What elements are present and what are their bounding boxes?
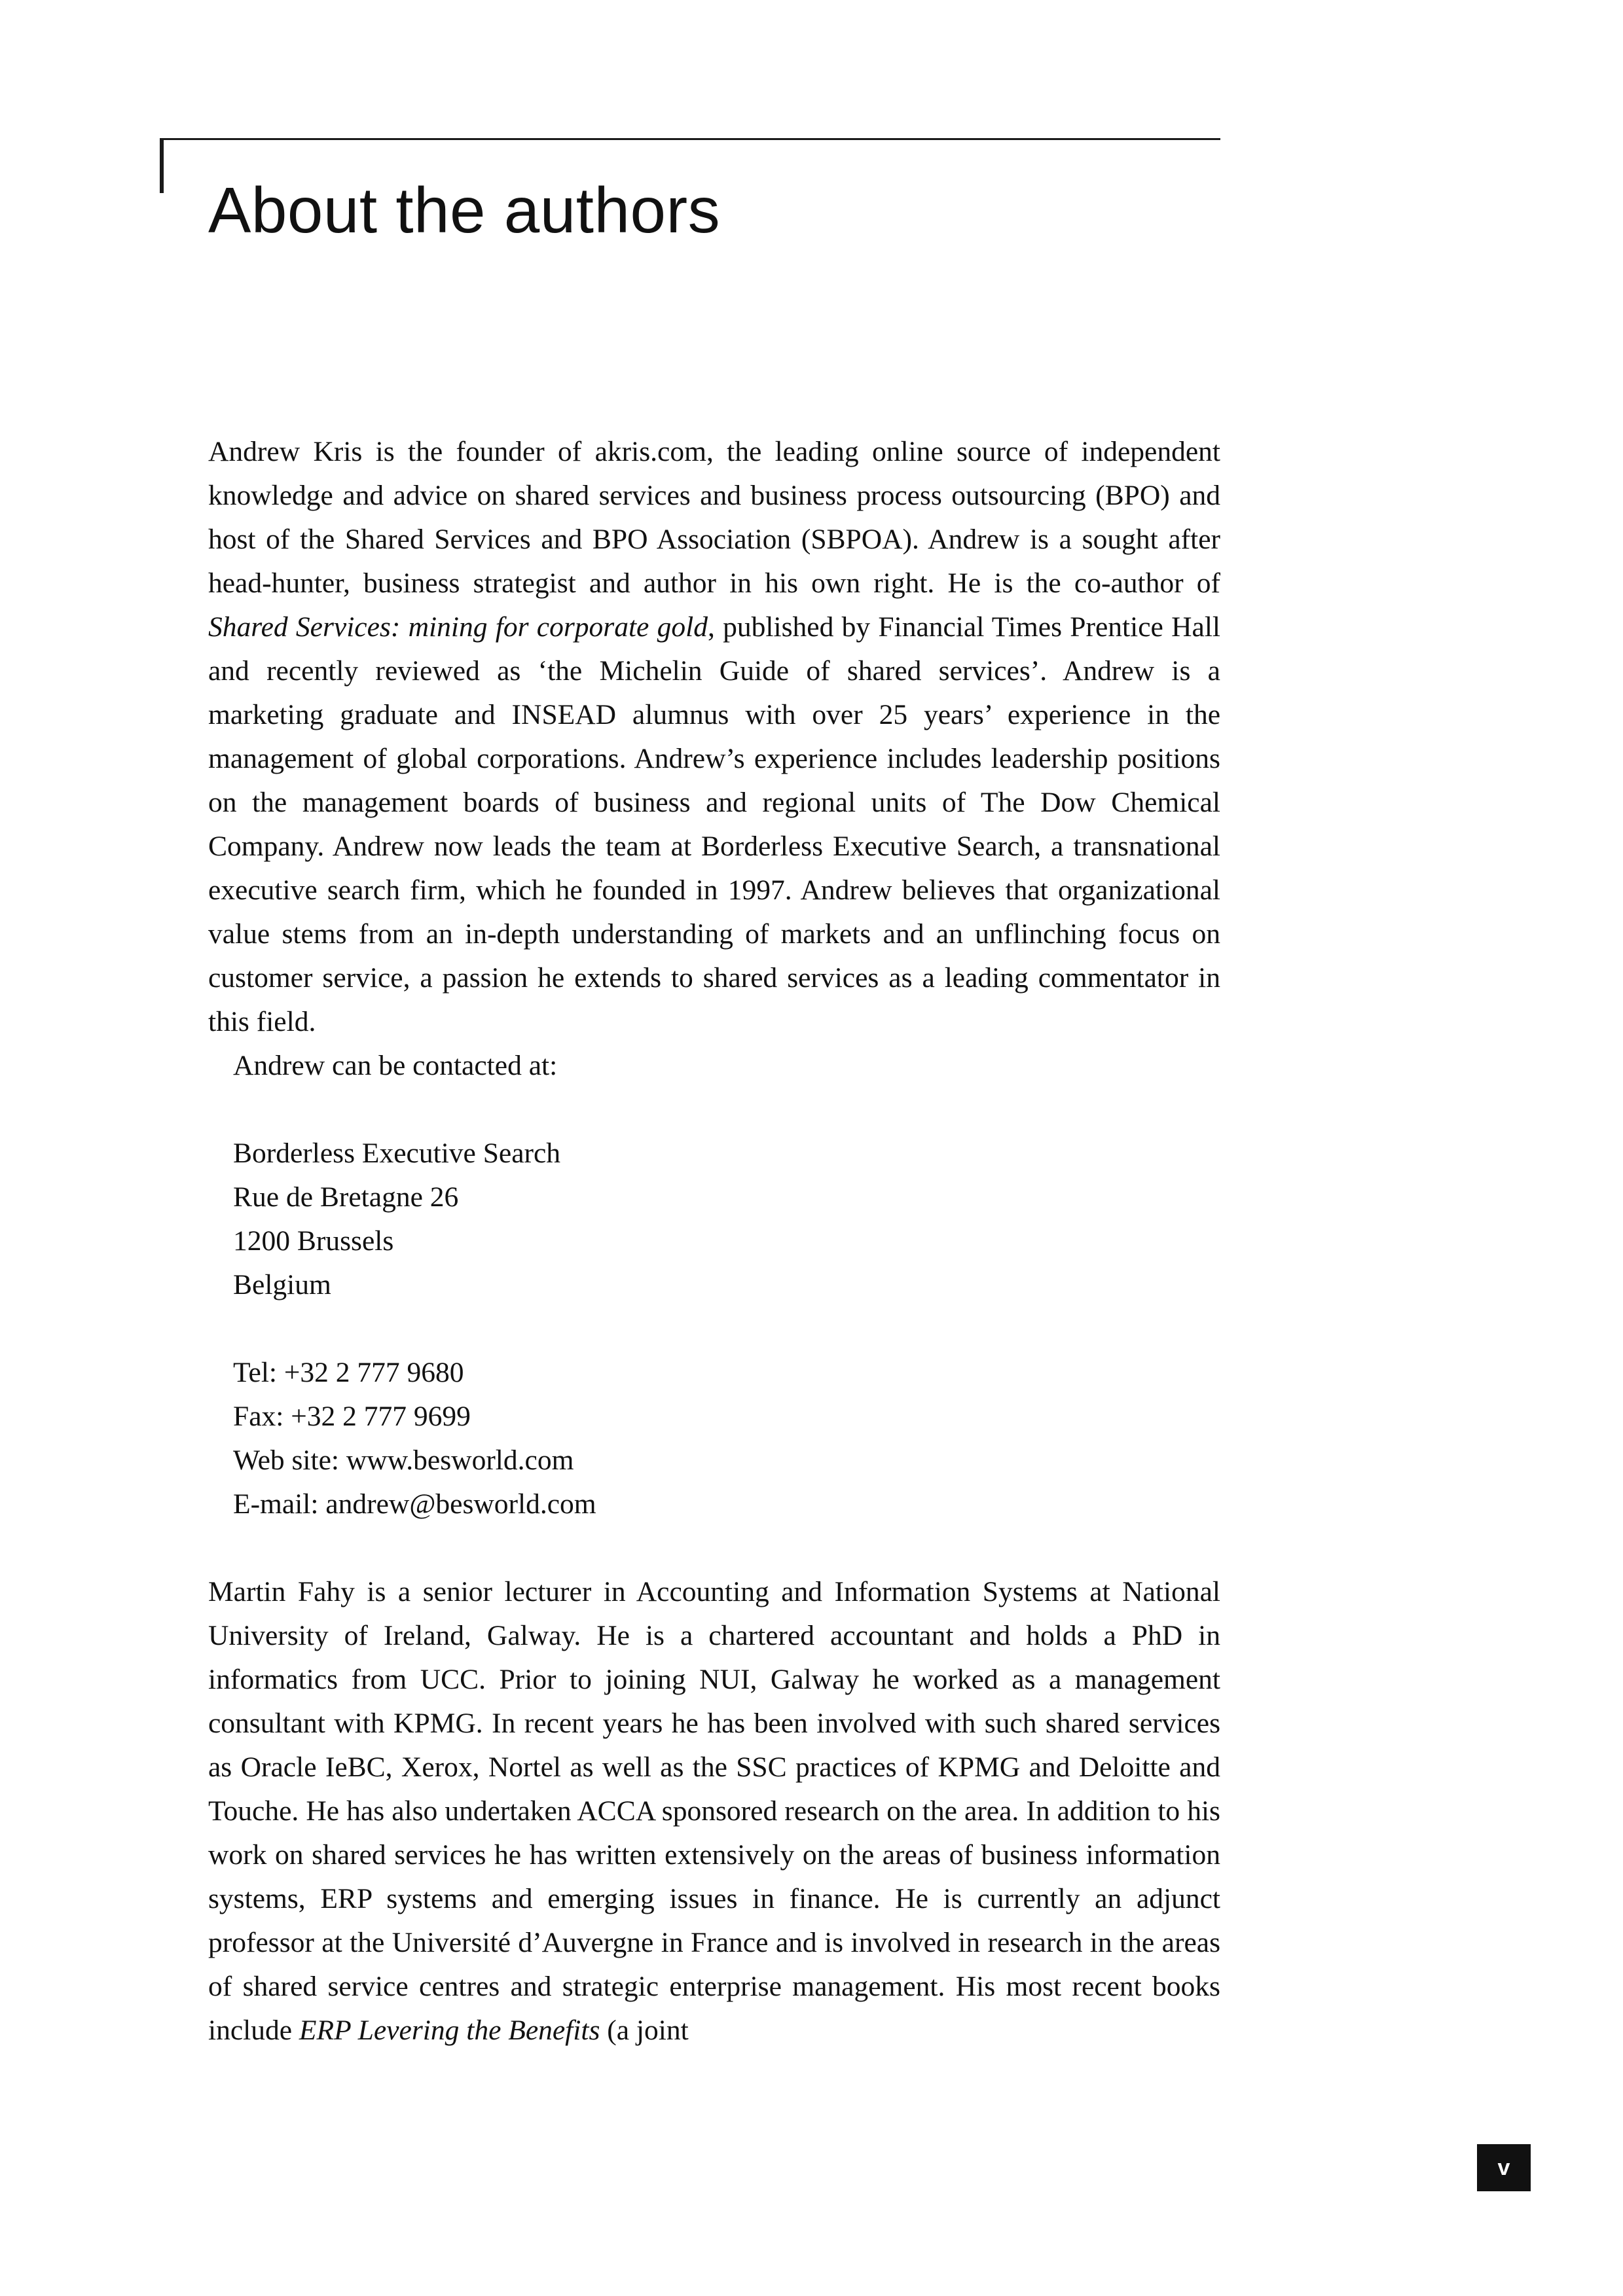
contact-block bbox=[208, 1044, 1220, 1570]
address-line-country: Belgium bbox=[233, 1269, 331, 1300]
bio-text: Andrew Kris is the founder of akris.com, the leading online source of independent knowledge and advice on shared services and business process outsourcing (BPO) and host of the Shared Services and BPO Association (SBPOA). Andrew is a sought after head-hunter, business strategist and author in his own right. He is the co-author of bbox=[208, 436, 1220, 599]
contact-intro: Andrew can be contacted at: bbox=[233, 1050, 558, 1081]
author-bio-andrew-kris bbox=[208, 430, 1220, 1044]
contact-fax: Fax: +32 2 777 9699 bbox=[233, 1401, 471, 1432]
spacer bbox=[233, 1307, 1220, 1351]
spacer bbox=[233, 1526, 1220, 1570]
book-title: Shared Services: mining for corporate gold bbox=[208, 611, 708, 643]
bio-text: , published by Financial Times Prentice Hall and recently reviewed as ‘the Michelin Guide of shared services’. Andrew is a marketing graduate and INSEAD alumnus with over 25 years’ experience in the management of global corporations. Andrew’s experience includes leadership positions on the management boards of business and regional units of The Dow Chemical Company. Andrew now leads the team at Borderless Executive Search, a transnational executive search firm, which he founded in 1997. Andrew believes that organizational value stems from an in-depth understanding of markets and an unflinching focus on customer service, a passion he extends to shared services as a leading commentator in this field. bbox=[208, 611, 1220, 1037]
bio-text: Martin Fahy is a senior lecturer in Accounting and Information Systems at National University of Ireland, Galway. He is a chartered accountant and holds a PhD in informatics from UCC. Prior to joining NUI, Galway he worked as a management consultant with KPMG. In recent years he has been involved with such shared services as Oracle IeBC, Xerox, Nortel as well as the SSC practices of KPMG and Deloitte and Touche. He has also undertaken ACCA sponsored research on the area. In addition to his work on shared services he has written extensively on the areas of business information systems, ERP systems and emerging issues in finance. He is currently an adjunct professor at the Université d’Auvergne in France and is involved in research in the areas of shared service centres and strategic enterprise management. His most recent books include bbox=[208, 1576, 1220, 2046]
header-rule bbox=[160, 138, 1220, 140]
header-corner-mark bbox=[160, 138, 164, 193]
contact-tel: Tel: +32 2 777 9680 bbox=[233, 1357, 464, 1388]
bio-text: (a joint bbox=[600, 2015, 689, 2046]
book-title: ERP Levering the Benefits bbox=[299, 2015, 600, 2046]
page-number: v bbox=[1477, 2144, 1531, 2191]
contact-email: E-mail: andrew@besworld.com bbox=[233, 1488, 596, 1520]
spacer bbox=[233, 1088, 1220, 1132]
address-line-street: Rue de Bretagne 26 bbox=[233, 1181, 459, 1213]
body-text bbox=[208, 430, 1220, 2053]
address-line-company: Borderless Executive Search bbox=[233, 1138, 561, 1169]
contact-website: Web site: www.besworld.com bbox=[233, 1444, 574, 1476]
address-line-city: 1200 Brussels bbox=[233, 1225, 394, 1257]
page-title: About the authors bbox=[208, 174, 721, 246]
author-bio-martin-fahy bbox=[208, 1570, 1220, 2053]
